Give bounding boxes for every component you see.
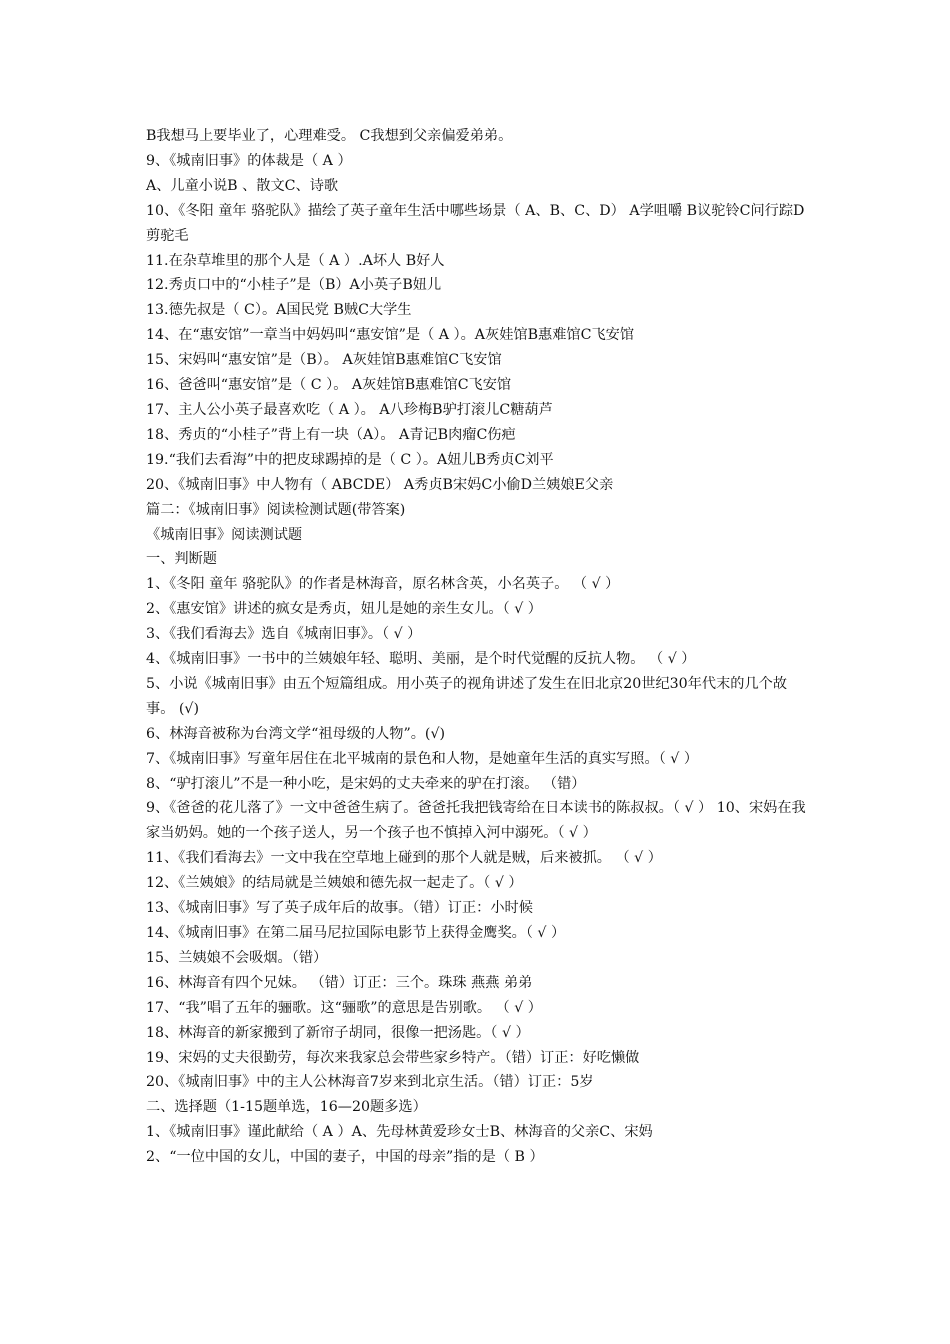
text-line: 18、林海音的新家搬到了新帘子胡同，很像一把汤匙。（ √ ）: [146, 1024, 530, 1041]
section-label: 一、判断题: [146, 551, 217, 568]
text-line: 4、《城南旧事》一书中的兰姨娘年轻、聪明、美丽，是个时代觉醒的反抗人物。 （ √ ）: [146, 651, 696, 668]
section-label: 二、选择题（1-15题单选，16—20题多选）: [146, 1099, 427, 1116]
text-line: 11.在杂草堆里的那个人是（ A ）.A坏人 B好人: [146, 252, 445, 269]
text-line: 2、《惠安馆》讲述的疯女是秀贞，妞儿是她的亲生女儿。（ √ ）: [146, 601, 542, 618]
text-line: B我想马上要毕业了，心理难受。 C我想到父亲偏爱弟弟。: [146, 128, 513, 144]
text-line: 12.秀贞口中的“小桂子”是（B）A小英子B妞儿: [146, 277, 442, 294]
text-line: 11、《我们看海去》一文中我在空草地上碰到的那个人就是贼，后来被抓。 （ √ ）: [146, 850, 662, 867]
subheading: 《城南旧事》阅读测试题: [146, 526, 303, 543]
text-line: 13、《城南旧事》写了英子成年后的故事。（错）订正：小时候: [146, 900, 533, 917]
text-line: 12、《兰姨娘》的结局就是兰姨娘和德先叔一起走了。（ √ ）: [146, 875, 523, 892]
text-line: 5、小说《城南旧事》由五个短篇组成。用小英子的视角讲述了发生在旧北京20世纪30年代末的几个故事。 (√): [146, 675, 788, 717]
text-line: 1、《冬阳 童年 骆驼队》的作者是林海音，原名林含英，小名英子。 （ √ ）: [146, 576, 620, 593]
text-line: 16、林海音有四个兄妹。 （错）订正：三个。珠珠 燕燕 弟弟: [146, 974, 533, 991]
text-line: 19.“我们去看海”中的把皮球踢掉的是（ C ）。A妞儿B秀贞C刘平: [146, 451, 554, 468]
text-line: 13.德先叔是（ C）。A国民党 B贼C大学生: [146, 302, 412, 319]
text-line: 6、林海音被称为台湾文学“祖母级的人物”。(√): [146, 725, 446, 742]
text-line: 7、《城南旧事》写童年居住在北平城南的景色和人物，是她童年生活的真实写照。（ √ ）: [146, 750, 699, 767]
text-line: A、儿童小说B 、散文C、诗歌: [146, 177, 339, 194]
text-line: 10、《冬阳 童年 骆驼队》描绘了英子童年生活中哪些场景（ A、B、C、D） A学咀嚼 B议驼铃C问行踪D 剪驼毛: [146, 202, 805, 244]
text-line: 14、《城南旧事》在第二届马尼拉国际电影节上获得金鹰奖。（ √ ）: [146, 925, 566, 941]
text-line: 9、《城南旧事》的体裁是（ A ）: [146, 152, 352, 169]
text-line: 17、主人公小英子最喜欢吃（ A ）。 A八珍梅B驴打滚儿C糖葫芦: [146, 401, 553, 418]
text-line: 14、在“惠安馆”一章当中妈妈叫“惠安馆”是（ A ）。A灰娃馆B惠难馆C飞安馆: [146, 327, 635, 344]
text-line: 9、《爸爸的花儿落了》一文中爸爸生病了。爸爸托我把钱寄给在日本读书的陈叔叔。（ √ ） 10、宋妈在我家当奶妈。她的一个孩子送人，另一个孩子也不慎掉入河中溺死。（ √ ）: [146, 800, 806, 842]
text-line: 1、《城南旧事》谨此献给（ A ）A、先母林黄爱珍女士B、林海音的父亲C、宋妈: [146, 1124, 653, 1141]
text-line: 19、宋妈的丈夫很勤劳，每次来我家总会带些家乡特产。（错）订正：好吃懒做: [146, 1049, 640, 1066]
section-heading: 篇二：《城南旧事》阅读检测试题(带答案): [146, 501, 406, 518]
text-line: 18、秀贞的“小桂子”背上有一块（A）。 A青记B肉瘤C伤疤: [146, 426, 516, 443]
document-page: [146, 124, 810, 1170]
text-line: 3、《我们看海去》选自《城南旧事》。（ √ ）: [146, 626, 422, 643]
text-line: 15、宋妈叫“惠安馆”是（B）。 A灰娃馆B惠难馆C飞安馆: [146, 352, 502, 369]
text-line: 20、《城南旧事》中人物有（ ABCDE） A秀贞B宋妈C小偷D兰姨娘E父亲: [146, 476, 614, 493]
text-line: 20、《城南旧事》中的主人公林海音7岁来到北京生活。（错）订正：5岁: [146, 1074, 594, 1091]
text-line: 2、“一位中国的女儿，中国的妻子，中国的母亲”指的是（ B ）: [146, 1149, 544, 1166]
text-line: 15、兰姨娘不会吸烟。（错）: [146, 949, 328, 966]
text-line: 8、“驴打滚儿”不是一种小吃，是宋妈的丈夫牵来的驴在打滚。 （错）: [146, 775, 586, 792]
text-line: 16、爸爸叫“惠安馆”是（ C ）。 A灰娃馆B惠难馆C飞安馆: [146, 377, 512, 394]
text-line: 17、“我”唱了五年的骊歌。这“骊歌”的意思是告别歌。 （ √ ）: [146, 999, 542, 1016]
